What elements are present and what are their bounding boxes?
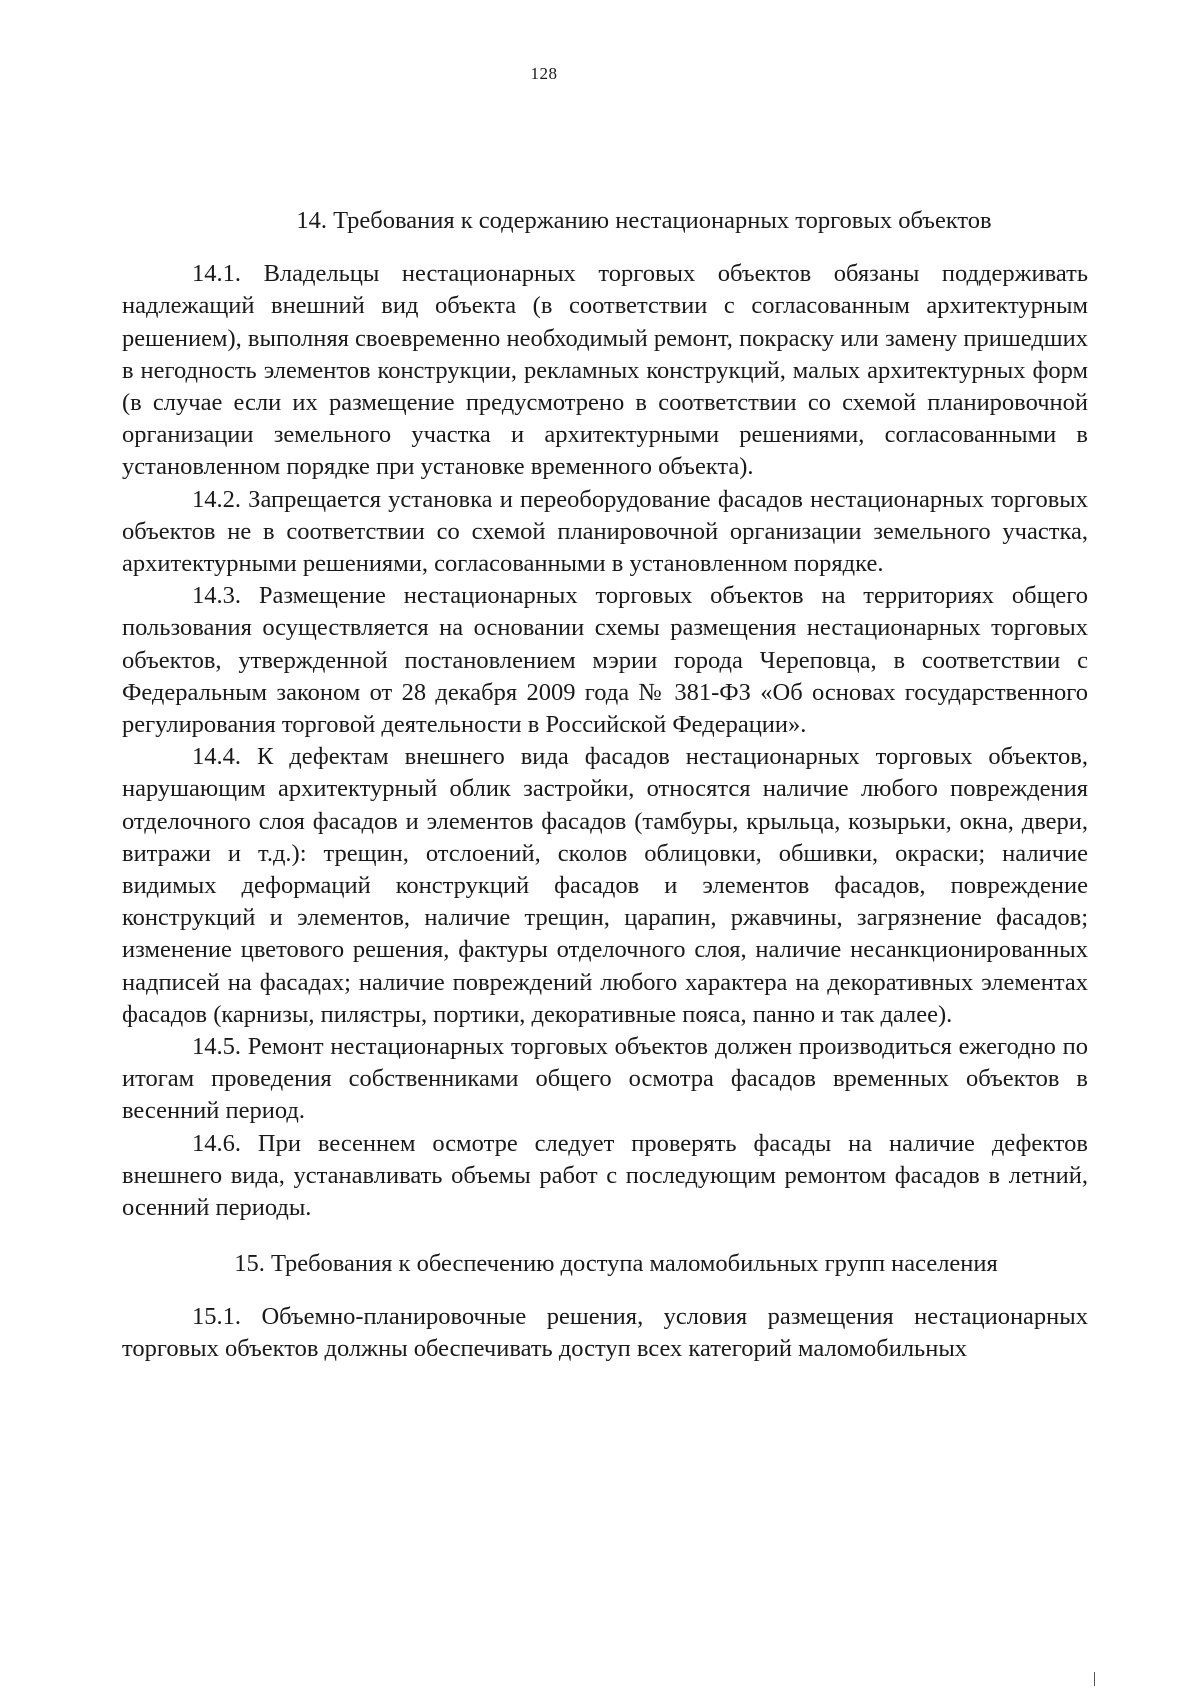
section-15-heading: 15. Требования к обеспечению доступа маломобильных групп населения — [234, 1250, 998, 1278]
page-number: 128 — [530, 64, 558, 83]
clause-15-1: 15.1. Объемно-планировочные решения, условия размещения нестационарных торговых объектов должны обеспечивать доступ всех категорий маломобильных — [122, 1302, 1088, 1362]
clause-14-5: 14.5. Ремонт нестационарных торговых объектов должен производиться ежегодно по итогам проведения собственниками общего осмотра фасадов временных объектов в весенний период. — [122, 1033, 1088, 1125]
scan-mark — [1094, 1672, 1095, 1686]
clause-14-4: 14.4. К дефектам внешнего вида фасадов нестационарных торговых объектов, нарушающим архитектурный облик застройки, относятся наличие любого повреждения отделочного слоя фасадов и элементов фасадов (тамбуры, крыльца, козырьки, окна, двери, витражи и т.д.): трещин, отслоений, сколов облицовки, обшивки, окраски; наличие видимых деформаций конструкций фасадов и элементов фасадов, повреждение конструкций и элементов, наличие трещин, царапин, ржавчины, загрязнение фасадов; изменение цветового решения, фактуры отделочного слоя, наличие несанкционированных надписей на фасадах; наличие повреждений любого характера на декоративных элементах фасадов (карнизы, пилястры, портики, декоративные пояса, панно и так далее). — [122, 743, 1088, 1028]
clause-14-3: 14.3. Размещение нестационарных торговых объектов на территориях общего пользования осуществляется на основании схемы размещения нестационарных торговых объектов, утвержденной постановлением мэрии города Череповца, в соответствии с Федеральным законом от 28 декабря 2009 года № 381-ФЗ «Об основах государственного регулирования торговой деятельности в Российской Федерации». — [122, 582, 1088, 739]
clause-14-6: 14.6. При весеннем осмотре следует проверять фасады на наличие дефектов внешнего вида, устанавливать объемы работ с последующим ремонтом фасадов в летний, осенний периоды. — [122, 1129, 1088, 1222]
clause-14-1: 14.1. Владельцы нестационарных торговых объектов обязаны поддерживать надлежащий внешний вид объекта (в соответствии с согласованным архитектурным решением), выполняя своевременно необходимый ремонт, покраску или замену пришедших в негодность элементов конструкции, рекламных конструкций, малых архитектурных форм (в случае если их размещение предусмотрено в соответствии со схемой планировочной организации земельного участка и архитектурными решениями, согласованными в установленном порядке при установке временного объекта). — [122, 260, 1088, 481]
clause-14-2: 14.2. Запрещается установка и переоборудование фасадов нестационарных торговых объектов не в соответствии со схемой планировочной организации земельного участка, архитектурными решениями, согласованными в установленном порядке. — [122, 485, 1088, 578]
section-14-heading: 14. Требования к содержанию нестационарных торговых объектов — [296, 207, 992, 234]
document-body — [122, 205, 1088, 1365]
